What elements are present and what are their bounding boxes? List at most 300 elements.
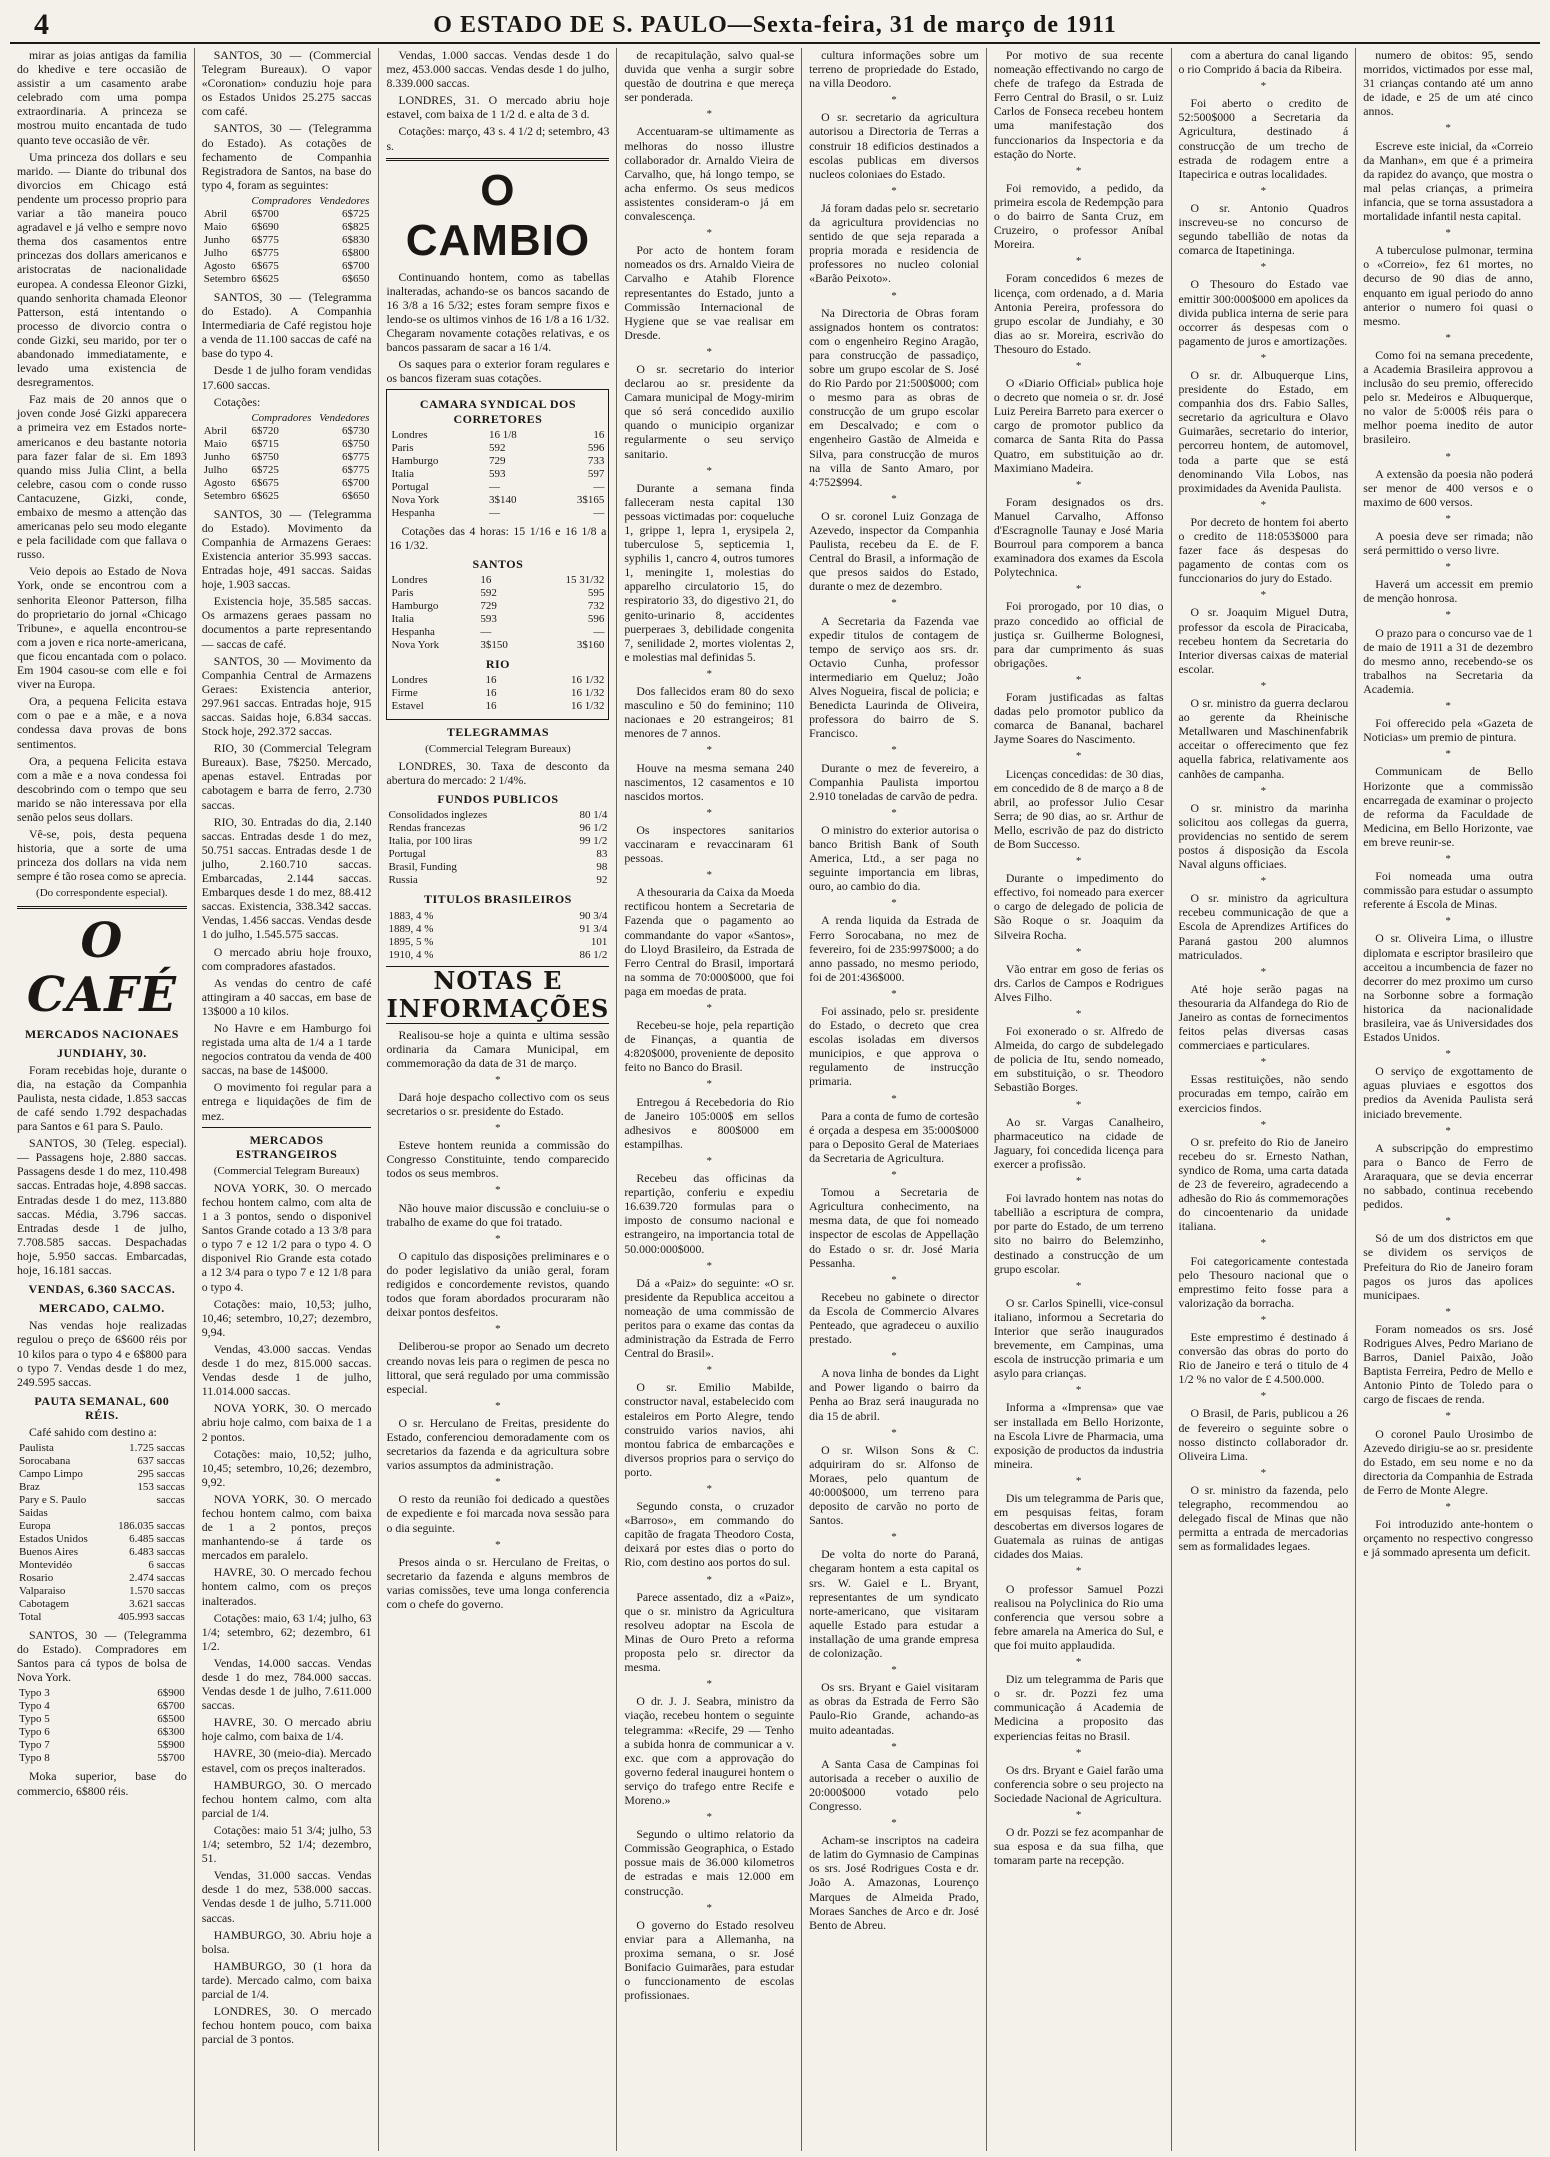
asterisk-separator: * — [706, 667, 712, 680]
article-paragraph: Foram nomeados os srs. José Rodrigues Alves, Pedro Mariano de Barros, Daniel Paixão, João Baptista Ferreira, Pedro de Mello e Antonio Pinto de Toledo para o cargo de fiscaes de renda. — [1363, 1321, 1534, 1407]
table-cell: — — [488, 506, 500, 519]
asterisk-separator: * — [495, 1073, 501, 1086]
article-paragraph: Cotações das 4 horas: 15 1/16 e 16 1/8 a 16 1/32. — [389, 523, 607, 552]
section-title-cambio: O CAMBIO — [405, 165, 591, 265]
asterisk-separator: * — [706, 1364, 712, 1377]
article-paragraph: LONDRES, 30. O mercado fechou hontem pouco, com baixa parcial de 3 pontos. — [201, 2004, 372, 2047]
table-cell: Typo 5 — [19, 1713, 50, 1726]
table-row — [202, 438, 372, 451]
table-row — [17, 1700, 187, 1713]
asterisk-separator: * — [1445, 1124, 1451, 1137]
asterisk-separator: * — [1260, 184, 1267, 197]
article-paragraph: Foram recebidas hoje, durante o dia, na estação da Companhia Paulista, nesta cidade, 1.853 saccas de café sendo 1.792 despachadas para Santos e 61 para S. Paulo. — [17, 1062, 187, 1134]
table-cell: 99 1/2 — [579, 835, 608, 848]
article-paragraph: Os drs. Bryant e Gaiel farão uma conferencia sobre o seu projecto na Sociedade Nacional de Agricultura. — [993, 1762, 1164, 1805]
table-row — [389, 587, 606, 600]
article-paragraph: O sr. ministro da fazenda, pelo telegrapho, recommendou ao delegado fiscal de Minas que não permitta a entrada de mercadorias sem as formalidades legaes. — [1178, 1482, 1349, 1554]
table-cell: Estados Unidos — [19, 1533, 88, 1546]
asterisk-separator: * — [706, 869, 712, 882]
quotation-table — [202, 412, 372, 503]
asterisk-separator: * — [891, 597, 897, 610]
table-cell: 733 — [587, 454, 605, 467]
article-paragraph: Como foi na semana precedente, a Academia Brasileira approvou a inclusão do seu premio, offerecido pelo sr. Medeiros e Albuquerque, no valor de 5:000$ réis para o melhor poema inedito de autor brasileiro. — [1363, 347, 1534, 447]
table-cell: Russia — [388, 874, 418, 887]
exchange-table — [389, 429, 606, 520]
stock-table — [17, 1442, 187, 1624]
table-row — [389, 455, 606, 468]
article-paragraph: LONDRES, 31. O mercado abriu hoje estavel, com baixa de 1 1/2 d. e alta de 3 d. — [386, 93, 610, 122]
table-cell: 6$725 — [251, 463, 279, 476]
article-paragraph: Foram designados os drs. Manuel Carvalho, Affonso d'Escragnolle Taunay e José Maria Bourroul para comporem a banca examinadora dos exames da Escola Polytechnica. — [993, 494, 1164, 580]
article-paragraph: Por decreto de hontem foi aberto o credito de 118:053$000 para fazer face ás despesas do pagamento de contas com os funccionarios do jury do Estado. — [1178, 514, 1349, 586]
article-paragraph: Cotações: maio, 63 1/4; julho, 63 1/4; setembro, 62; dezembro, 61 1/2. — [201, 1610, 372, 1653]
article-paragraph: Realisou-se hoje a quinta e ultima sessão ordinaria da Camara Municipal, em commemoração da data de 31 de março. — [386, 1027, 610, 1070]
table-cell: 595 — [587, 586, 605, 599]
article-paragraph: O dr. Pozzi se fez acompanhar de sua esposa e da sua filha, que tomaram parte na recepção. — [993, 1825, 1164, 1868]
asterisk-separator: * — [891, 1273, 897, 1286]
table-row — [386, 936, 609, 949]
article-paragraph: Foram concedidos 6 mezes de licença, com ordenado, a d. Maria Antonia Pereira, professora do grupo escolar de Jundiahy, e 30 dias ao sr. Moreira, escrivão do Thesouro do Estado. — [993, 271, 1164, 356]
mercado-head: MERCADO, CALMO. — [38, 1301, 165, 1316]
article-paragraph: O sr. ministro da marinha solicitou aos collegas da guerra, providencias no sentido de serem postos á disposição da Escola Naval alguns officiaes. — [1178, 800, 1349, 872]
exchange-table — [389, 574, 606, 652]
article-paragraph: numero de obitos: 95, sendo morridos, victimados por esse mal, 31 crianças contando até um anno de idade, e 25 de um até cinco annos. — [1363, 48, 1534, 119]
asterisk-separator: * — [1445, 852, 1451, 865]
asterisk-separator: * — [706, 1154, 712, 1167]
asterisk-separator: * — [706, 345, 712, 358]
asterisk-separator: * — [1445, 1501, 1451, 1513]
table-cell: 80 1/4 — [579, 809, 608, 822]
asterisk-separator: * — [891, 492, 897, 505]
table-row — [389, 626, 606, 639]
article-paragraph: O sr. Joaquim Miguel Dutra, professor da escola de Piracicaba, recebeu hontem da Secretaria do Interior diversas caixas de material escolar. — [1178, 605, 1349, 676]
article-paragraph: Foi nomeada uma outra commissão para estudar o assumpto referente á Escola de Minas. — [1363, 869, 1534, 912]
article-paragraph: SANTOS, 30 — (Telegramma do Estado). As cotações de fechamento de Companhia Registradora de Santos, na base do typo 4, foram as seguintes: — [201, 121, 372, 192]
table-row — [202, 247, 372, 260]
column-7 — [1172, 48, 1357, 2151]
table-row — [17, 1598, 187, 1611]
table-cell: 6$775 — [251, 246, 279, 259]
table-row — [386, 848, 609, 861]
table-cell: Nova York — [391, 638, 440, 651]
table-cell: 6$830 — [341, 233, 370, 246]
table-cell: Nova York — [391, 493, 440, 506]
article-paragraph: O governo do Estado resolveu enviar para a Allemanha, na proxima semana, o sr. José Bonifacio Guimarães, para estudar o funccionamento de escolas profissionaes. — [624, 1917, 795, 2003]
table-cell: Pary e S. Paulo — [19, 1494, 87, 1507]
article-paragraph: Por motivo de sua recente nomeação effectivando no cargo de chefe de trafego da Estrada de Ferro Central do Brasil, o sr. Luiz Carlos de Fonseca recebeu hontem uma manifestação dos funccionarios da Inspectoria e da estação do Norte. — [993, 48, 1164, 161]
article-paragraph: O resto da reunião foi dedicado a questões de expediente e foi marcada nova sessão para o dia seguinte. — [386, 1492, 610, 1535]
camara-head: CAMARA SYNDICAL DOS CORRETORES — [419, 397, 576, 426]
column-5 — [802, 48, 987, 2151]
article-paragraph: Durante o impedimento do effectivo, foi nomeado para exercer o cargo de delegado de policia de São Roque o sr. Joaquim da Silveira Rocha. — [993, 871, 1164, 942]
table-cell: Maio — [203, 220, 227, 233]
table-cell: Paris — [391, 441, 414, 454]
asterisk-separator: * — [891, 1817, 897, 1830]
article-group — [202, 1181, 372, 2046]
article-paragraph: HAVRE, 30 (meio-dia). Mercado estavel, com os preços inalterados. — [201, 1746, 372, 1775]
article-paragraph: Ora, a pequena Felicita estava com a mãe e a nova condessa foi descobrindo com o tempo que seu marido se não interessava por ella senão pelos seus dollars. — [17, 753, 187, 824]
table-row — [389, 574, 606, 587]
asterisk-separator: * — [1260, 351, 1267, 364]
table-cell: 1895, 5 % — [388, 935, 434, 948]
asterisk-separator: * — [1075, 255, 1082, 268]
table-row — [17, 1455, 187, 1468]
table-cell: Julho — [203, 246, 228, 259]
article-paragraph: SANTOS, 30 (Teleg. especial). — Passagens hoje, 2.880 saccas. Passagens desde 1 do mez, 110.498 saccas. Entradas hoje, 4.898 saccas. Entradas desde 1 do mez, 113.880 saccas. Média, 3.796 saccas. Entradas desde 1 de julho, 7.708.585 saccas. Despachadas hoje, 5.950 saccas. Embarcadas, hoje, 16.181 saccas. — [17, 1136, 187, 1278]
article-paragraph: O movimento foi regular para a entrega e liquidações de fim de mez. — [201, 1080, 372, 1123]
table-cell: 3$140 — [488, 493, 517, 506]
asterisk-separator: * — [891, 1092, 897, 1105]
asterisk-separator: * — [1075, 583, 1082, 596]
table-cell: 6$625 — [251, 489, 279, 502]
article-paragraph: Acham-se inscriptos na cadeira de latim do Gymnasio de Campinas os srs. José Rodrigues Costa e dr. João A. Amazonas, Lourenço Marques de Almeida Prado, Moraes Sanches de Arco e dr. José Bento de Abreu. — [809, 1833, 979, 1932]
article-paragraph: A Secretaria da Fazenda vae expedir titulos de contagem de tempo de serviço aos srs. dr. Octavio Cunha, professor intermediario em Queluz; João Alves Nogueira, fiscal de policia; e Benedicta Laurinda de Oliveira, professora do bairro de S. Francisco. — [809, 613, 979, 741]
column-8 — [1356, 48, 1540, 2151]
asterisk-separator: * — [495, 1323, 501, 1336]
table-row — [389, 687, 606, 700]
table-row — [202, 260, 372, 273]
article-paragraph: O sr. Emilio Mabilde, constructor naval, estabelecido com estaleiros em Porto Alegre, tendo construido varios navios, ahi montou fabrica de embarcações e diversos proprios para o serviço do porto. — [624, 1380, 795, 1479]
article-paragraph: O sr. dr. Albuquerque Lins, presidente do Estado, em companhia dos drs. Fabio Salles, secretario da agricultura e Olavo Guimarães, secretario do interior, percorreu hontem, de automovel, toda a parte que se está denominando Vila Lobos, nas proximidades da Avenida Paulista. — [1178, 367, 1349, 495]
asterisk-separator: * — [1075, 855, 1082, 868]
article-paragraph: Dá a «Paiz» do seguinte: «O sr. presidente da Republica acceitou a nomeação de uma commissão de peritos para o exame das contas da administração da Estrada de Ferro Central do Brasil». — [624, 1275, 795, 1361]
table-cell: 729 — [488, 454, 506, 467]
table-row — [17, 1687, 187, 1700]
table-row — [386, 835, 609, 848]
table-cell: Cabotagem — [19, 1598, 70, 1611]
table-cell — [202, 412, 250, 425]
table-row — [389, 700, 606, 713]
asterisk-separator: * — [1075, 1008, 1082, 1020]
article-paragraph: Cotações: maio 51 3/4; julho, 53 1/4; setembro, 52 1/4; dezembro, 51. — [201, 1822, 372, 1866]
article-paragraph: RIO, 30. Entradas do dia, 2.140 saccas. Entradas desde 1 do mez, 50.751 saccas. Entradas desde 1 de julho, 2.160.710 saccas. Embarcadas, 2.144 saccas. Embarques desde 1 do mez, 88.412 saccas. Existencia, 338.342 saccas. Vendas, 1.456 saccas. Vendas desde 1 do julho, 1.545.575 saccas. — [201, 814, 372, 942]
article-paragraph: SANTOS, 30 — Movimento da Companhia Central de Armazens Geraes: Existencia anterior, 297.961 saccas. Entradas hoje, 915 saccas. Saidas hoje, 6.834 saccas. Stock hoje, 292.372 saccas. — [201, 653, 372, 739]
article-paragraph: Vendas, 43.000 saccas. Vendas desde 1 do mez, 815.000 saccas. Vendas desde 1 de julho, 11.014.000 saccas. — [201, 1341, 372, 1399]
article-paragraph: Cotações: março, 43 s. 4 1/2 d; setembro, 43 s. — [386, 124, 610, 153]
asterisk-separator: * — [706, 1483, 712, 1495]
table-cell: 6$650 — [341, 489, 370, 502]
table-cell: Typo 3 — [19, 1687, 50, 1700]
asterisk-separator: * — [1075, 1175, 1082, 1188]
asterisk-separator: * — [1075, 1746, 1082, 1759]
table-cell: Campo Limpo — [19, 1468, 83, 1481]
typo-table — [17, 1687, 187, 1765]
table-row — [17, 1559, 187, 1572]
article-paragraph: mirar as joias antigas da familia do khedive e tere occasião de assistir a um casamento arabe celebrado com uma pompa extraordinaria. A princeza se mostrou muito encantada de tudo quanto teve occasião de vêr. — [17, 48, 187, 147]
asterisk-separator: * — [1445, 748, 1451, 761]
asterisk-separator: * — [1260, 589, 1267, 602]
divider — [386, 158, 609, 161]
vendas-head: VENDAS, 6.360 SACCAS. — [28, 1282, 176, 1297]
quotation-table — [202, 195, 372, 286]
asterisk-separator: * — [706, 1901, 712, 1914]
article-paragraph: Uma princeza dos dollars e seu marido. — Diante do tribunal dos divorcios em Chicago está pendente um processo proprio para variar a tão maneira pouco agradavel e já velho e sempre novo thema dos casamentos entre princezas dos dollars americanos e aristocratas de nacionalidade europea. A condessa Eleonor Gizki, quando senhorita chamada Eleonor Patterson, está intentando o processo de divorcio contra o conde Gizki, seu marido, por ter o abandonado immediatamente, e levado uma existencia de desregramentos. — [17, 149, 187, 390]
article-paragraph: A extensão da poesia não poderá ser menor de 400 versos e o maximo de 600 versos. — [1363, 466, 1534, 509]
asterisk-separator: * — [1260, 261, 1267, 274]
table-row — [389, 600, 606, 613]
asterisk-separator: * — [495, 1184, 501, 1197]
table-cell: Typo 8 — [19, 1752, 50, 1765]
table-row — [17, 1468, 187, 1481]
article-paragraph: O sr. ministro da agricultura recebeu communicação de que a Escola de Aprendizes Artifices do Paraná gastou 200 alumnos matriculados. — [1178, 891, 1349, 962]
table-row — [389, 507, 606, 520]
asterisk-separator: * — [1445, 609, 1451, 622]
article-paragraph: Vendas, 31.000 saccas. Vendas desde 1 do mez, 538.000 saccas. Vendas desde 1 de julho, 5.711.000 saccas. — [201, 1868, 372, 1925]
table-cell: 16 1/32 — [571, 699, 605, 712]
article-paragraph: Até hoje serão pagas na thesouraria da Alfandega do Rio de Janeiro as contas de fornecimentos feitos pelas diversas casas commerciaes e particulares. — [1178, 981, 1349, 1053]
article-paragraph: Essas restituições, não sendo procuradas em tempo, caírão em exercicios findos. — [1178, 1072, 1349, 1115]
table-cell: Consolidados inglezes — [388, 809, 488, 822]
table-cell: Sorocabana — [19, 1455, 71, 1468]
table-row — [386, 910, 609, 923]
asterisk-separator: * — [891, 744, 897, 757]
asterisk-separator: * — [1445, 450, 1451, 463]
table-cell — [202, 195, 250, 208]
article-paragraph: Informa a «Imprensa» que vae ser installada em Bello Horizonte, na Escola Livre de Pharmacia, uma exposição de productos da industria mineira. — [993, 1400, 1164, 1471]
article-paragraph: Por acto de hontem foram nomeados os drs. Arnaldo Vieira de Carvalho e Atahib Florence representantes do Estado, junto a Commissão Internacional de Hygiene que se vae realisar em Dresde. — [624, 243, 795, 342]
column-2 — [195, 48, 380, 2151]
table-cell: Londres — [391, 428, 428, 441]
table-cell: 186.035 saccas — [118, 1520, 185, 1533]
telegram-head: TELEGRAMMAS — [446, 724, 549, 739]
asterisk-separator: * — [495, 1232, 501, 1245]
table-cell: 153 saccas — [137, 1481, 185, 1494]
table-cell: Maio — [203, 437, 227, 450]
asterisk-separator: * — [1075, 1384, 1082, 1397]
asterisk-separator: * — [891, 1426, 897, 1439]
article-paragraph: RIO, 30 (Commercial Telegram Bureaux). Base, 7$250. Mercado, apenas estavel. Entradas por cabotagem e barra de ferro, 2.730 saccas. — [201, 741, 372, 812]
table-row — [389, 442, 606, 455]
table-cell: 6$675 — [251, 476, 279, 489]
article-paragraph: Licenças concedidas: de 30 dias, em concedido de 8 de março a 8 de abril, ao professor Julio Cesar Serra; de 90 dias, ao sr. Arthur de Mello, escrivão de paz do districto de Bom Successo. — [993, 766, 1164, 851]
table-cell: Agosto — [203, 259, 236, 272]
table-cell: 593 — [480, 612, 497, 625]
asterisk-separator: * — [1445, 1048, 1451, 1061]
table-row — [202, 221, 372, 234]
article-paragraph: Ao sr. Vargas Canalheiro, pharmaceutico na cidade de Jaguary, foi concedida licença para exercer a profissão. — [993, 1114, 1164, 1171]
article-paragraph: SANTOS, 30 — (Telegramma do Estado). A Companhia Intermediaria de Café registou hoje a venda de 11.100 saccas de café na base do typo 4. — [201, 289, 372, 361]
asterisk-separator: * — [891, 1169, 897, 1182]
article-paragraph: Recebeu-se hoje, pela repartição de Finanças, a quantia de 4:820$000, proveniente de deposito feito no Banco do Brasil. — [624, 1018, 795, 1075]
article-paragraph: A renda liquida da Estrada de Ferro Sorocabana, no mez de fevereiro, foi de 235:997$000; a do anno passado, no mesmo periodo, foi de 201:436$000. — [809, 913, 979, 984]
article-paragraph: Ora, a pequena Felicita estava com o pae e a mãe, e a nova condessa dava provas de bons sentimentos. — [17, 694, 187, 751]
rio-head: RIO — [485, 656, 510, 671]
asterisk-separator: * — [891, 1531, 897, 1544]
asterisk-separator: * — [1075, 673, 1082, 686]
article-paragraph: Parece assentado, diz a «Paiz», que o sr. ministro da Agricultura resolveu adoptar na Escola de Minas de Ouro Preto a reforma proposta pelo sr. director da mesma. — [624, 1589, 795, 1675]
article-paragraph: Recebeu no gabinete o director da Escola de Commercio Alvares Penteado, que agradeceu o auxilio prestado. — [809, 1289, 979, 1347]
table-cell: Brasil, Funding — [388, 861, 457, 874]
dateline: JUNDIAHY, 30. — [57, 1045, 147, 1060]
table-cell: 295 saccas — [137, 1468, 185, 1481]
article-paragraph: Foi categoricamente contestada pelo Thesouro nacional que o emprestimo feito fosse para a valorização da borracha. — [1178, 1253, 1349, 1310]
asterisk-separator: * — [1075, 359, 1082, 372]
article-paragraph: Continuando hontem, como as tabellas inalteradas, achando-se os bancos sacando de 16 3/8 a 16 5/32; estes foram sempre fixos e lendo-se os ultimos vinhos de 16 1/8 a 16 1/32. Chegaram novamente cotações relativas, e os bancos passaram de sacar a 16 1/4. — [386, 269, 610, 355]
asterisk-separator: * — [891, 1350, 897, 1363]
fundos-head: FUNDOS PUBLICOS — [437, 792, 559, 807]
article-paragraph: Vê-se, pois, desta pequena historia, que a sorte de uma princeza dos dollars na vida nem sempre é tão rosea como se aprecia. — [17, 827, 187, 884]
table-cell: Junho — [203, 450, 231, 463]
table-header-row — [202, 412, 372, 425]
article-paragraph: Já foram dadas pelo sr. secretario da agricultura providencias no sentido de que seja reparada a propria morada e residencia de professores no nucleo colonial «Barão Peixoto». — [809, 200, 979, 286]
article-paragraph: O sr. coronel Luiz Gonzaga de Azevedo, inspector da Companhia Paulista, recebeu da E. de F. Central do Brasil, a informação de que presos saidos do Estado, durante o mez de dezembro. — [809, 508, 979, 594]
table-row — [17, 1442, 187, 1455]
article-paragraph: com a abertura do canal ligando o rio Comprido á bacia da Ribeira. — [1178, 48, 1349, 77]
table-cell: 6$750 — [251, 450, 279, 463]
article-paragraph: O sr. prefeito do Rio de Janeiro recebeu do sr. Ernesto Nathan, syndico de Roma, uma carta datada de 23 de fevereiro, agradecendo a adhesão do Rio ás commemorações do cincoentenario da unidade italiana. — [1178, 1134, 1349, 1234]
table-cell: Rosario — [19, 1572, 54, 1585]
exchange-table — [389, 674, 606, 713]
article-paragraph: O sr. Antonio Quadros inscreveu-se no concurso de segundo tabellião de notas da comarca de Itapetininga. — [1178, 200, 1349, 258]
section-title-notas: NOTAS E INFORMAÇÕES — [386, 965, 610, 1023]
table-row — [386, 874, 609, 887]
table-cell: saccas — [156, 1494, 185, 1507]
table-row — [17, 1572, 187, 1585]
article-paragraph: SANTOS, 30 — (Telegramma do Estado). Movimento da Companhia de Armazens Geraes: Existencia anterior 35.993 saccas. Entradas hoje, 491 saccas. Saidas hoje, 1.903 saccas. — [201, 506, 372, 592]
table-cell: 5$900 — [157, 1739, 185, 1752]
article-paragraph: Faz mais de 20 annos que o joven conde José Gizki apparecera a primeira vez em Estados norte-americanos e deu bastante notoria para fazer falar de si. Em 1893 quando miss Julia Clint, a bella celebre, casou com o conde russo Cantacuzene, Gizki, conde, embaixo de mesmo a attenção das americanas pelo seu modo elegante e pela facilidade com que fallava o russo. — [17, 392, 187, 562]
table-row — [17, 1739, 187, 1752]
asterisk-separator: * — [706, 744, 712, 757]
table-header-row — [202, 195, 372, 208]
table-header-cell: Compradores — [251, 411, 312, 424]
table-cell: Julho — [203, 463, 228, 476]
asterisk-separator: * — [1445, 1410, 1451, 1423]
article-paragraph: Vendas, 14.000 saccas. Vendas desde 1 do mez, 784.000 saccas. Vendas desde 1 de julho, 7.611.000 saccas. — [201, 1655, 372, 1713]
table-cell: 592 — [480, 586, 497, 599]
article-paragraph: Cotações: maio, 10,52; julho, 10,45; setembro, 10,26; dezembro, 9,92. — [201, 1446, 372, 1489]
table-cell: 16 1/32 — [571, 686, 605, 699]
table-cell: 597 — [587, 467, 605, 480]
table-cell: Italia — [391, 612, 415, 625]
columns — [10, 48, 1540, 2151]
asterisk-separator: * — [1260, 1466, 1267, 1479]
table-cell: Buenos Aires — [19, 1546, 78, 1559]
table-cell: Total — [19, 1611, 42, 1624]
column-3 — [379, 48, 617, 2151]
table-cell: 5$700 — [157, 1752, 185, 1765]
table-cell: — — [488, 480, 500, 493]
asterisk-separator: * — [1445, 915, 1451, 928]
table-cell: 15 31/32 — [565, 573, 605, 586]
table-row — [17, 1713, 187, 1726]
article-paragraph: Não houve maior discussão e concluiu-se o trabalho de exame do que foi tratado. — [386, 1200, 610, 1229]
table-row — [389, 613, 606, 626]
table-cell: Braz — [19, 1481, 40, 1494]
table-cell: 6$900 — [157, 1687, 185, 1700]
asterisk-separator: * — [1445, 512, 1451, 525]
table-cell: — — [593, 506, 605, 519]
section-title-cafe: O CAFÉ — [26, 912, 177, 1023]
article-paragraph: Foi removido, a pedido, da primeira escola de Redempção para o do bairro de Santa Cruz, em Cruzeiro, o professor Aníbal Moreira. — [993, 180, 1164, 252]
article-paragraph: Existencia hoje, 35.585 saccas. Os armazens geraes passam no documentos a parte representando — saccas de café. — [201, 594, 372, 651]
table-cell: 1.570 saccas — [129, 1585, 185, 1598]
article-paragraph: A thesouraria da Caixa da Moeda rectificou hontem a Secretaria de Fazenda que o pagamento ao commandante do vapor «Santos», do Lloyd Brasileiro, da Estrada de Ferro Central do Brasil, importará na somma de 70:000$000, que foi paga em moedas de prata. — [624, 885, 795, 998]
table-cell: 6$725 — [341, 207, 370, 220]
article-paragraph: As vendas do centro de café attingiram a 40 saccas, em base de 13$000 a 10 kilos. — [201, 975, 372, 1018]
article-paragraph: O «Diario Official» publica hoje o decreto que nomeia o sr. dr. José Luiz Pereira Barreto para exercer o cargo de promotor publico da comarca de Santa Rita do Passa Quatro, em substituição ao dr. Maximiano Madeira. — [993, 376, 1164, 475]
table-cell: 92 — [596, 874, 608, 887]
table-cell: 6.485 saccas — [129, 1533, 185, 1546]
asterisk-separator: * — [495, 1122, 501, 1135]
table-cell: Italia — [391, 467, 415, 480]
article-paragraph: NOVA YORK, 30. O mercado abriu hoje calmo, com baixa de 1 a 2 pontos. — [201, 1401, 372, 1444]
asterisk-separator: * — [706, 1573, 712, 1586]
pauta-head: PAUTA SEMANAL, 600 RÉIS. — [34, 1393, 170, 1422]
table-cell: 1910, 4 % — [388, 948, 434, 961]
table-cell: 6.483 saccas — [129, 1546, 185, 1559]
table-cell: 90 3/4 — [579, 909, 608, 922]
table-cell: Typo 6 — [19, 1726, 50, 1739]
article-paragraph: Vendas, 1.000 saccas. Vendas desde 1 do mez, 453.000 saccas. Vendas desde 1 do julho, 8.339.000 saccas. — [386, 48, 610, 91]
article-paragraph: NOVA YORK, 30. O mercado fechou hontem calmo, com alta de 1 a 3 pontos, sendo o disponivel Santos Grande cotado a 13 3/8 para o typo 7 e 12 1/2 para o typo 4. O disponivel Rio Grande esta cotado a 12 3/4 para o typo 7 e 12 1/8 para o typo 4. — [201, 1180, 372, 1294]
article-paragraph: O professor Samuel Pozzi realisou na Polyclinica do Rio uma conferencia que versou sobre a febre amarela na America do Sul, e que foi muito applaudida. — [993, 1581, 1164, 1652]
asterisk-separator: * — [1075, 1279, 1082, 1292]
article-paragraph: Cotações: maio, 10,53; julho, 10,46; setembro, 10,27; dezembro, 9,94. — [201, 1296, 372, 1339]
article-paragraph: O sr. ministro da guerra declarou ao gerente da Rheinische Metallwaren und Maschinenfabrik acceitar o offerecimento que fez aquella fabrica, relativamente aos canhões de campanha. — [1178, 696, 1349, 781]
table-row — [202, 490, 372, 503]
table-cell: 6$825 — [341, 220, 370, 233]
article-paragraph: Haverá um accessit em premio de menção honrosa. — [1363, 577, 1534, 606]
table-cell: Londres — [391, 673, 428, 686]
table-cell: Abril — [203, 424, 227, 437]
asterisk-separator: * — [706, 1002, 712, 1014]
article-paragraph: Segundo consta, o cruzador «Barroso», em commando do capitão de fragata Theodoro Costa, deixará por estes dias o porto do Rio, com destino aos portos do sul. — [624, 1499, 795, 1570]
table-row — [202, 425, 372, 438]
asterisk-separator: * — [1260, 679, 1267, 692]
asterisk-separator: * — [706, 108, 712, 121]
table-cell: 91 3/4 — [579, 922, 608, 935]
table-cell: Typo 7 — [19, 1739, 50, 1752]
article-paragraph: Deliberou-se propor ao Senado um decreto creando novas leis para o regimen de pesca no littoral, que será regulado por uma commissão especial. — [386, 1339, 610, 1396]
table-cell: 16 1/32 — [571, 673, 605, 686]
table-row — [389, 429, 606, 442]
asterisk-separator: * — [1075, 1656, 1082, 1669]
article-paragraph: A nova linha de bondes da Light and Power ligando o bairro da Penha ao Braz será inaugurada no dia 15 de abril. — [809, 1366, 979, 1423]
table-cell: 729 — [480, 599, 497, 612]
table-cell: 6$775 — [341, 450, 370, 463]
asterisk-separator: * — [891, 987, 897, 1000]
titulos-head: TITULOS BRASILEIROS — [423, 892, 572, 907]
asterisk-separator: * — [706, 1259, 712, 1272]
article-paragraph: cultura informações sobre um terreno de propriedade do Estado, na villa Deodoro. — [809, 48, 979, 91]
table-cell: 6$775 — [341, 463, 370, 476]
table-cell: Europa — [19, 1520, 51, 1533]
article-paragraph: Durante o mez de fevereiro, a Companhia Paulista importou 2.910 toneladas de carvão de pedra. — [809, 760, 979, 803]
article-paragraph: Os inspectores sanitarios vaccinaram e revaccinaram 61 pessoas. — [624, 822, 795, 866]
article-paragraph: A tuberculose pulmonar, termina o «Correio», fez 61 mortes, no decurso de 90 dias de anno, enquanto em igual periodo do anno anterior o numero foi quasi o mesmo. — [1363, 243, 1534, 328]
asterisk-separator: * — [1445, 1215, 1451, 1228]
table-cell: 6$730 — [341, 424, 370, 437]
asterisk-separator: * — [1260, 875, 1267, 888]
table-row — [202, 273, 372, 286]
table-cell: 6$800 — [341, 246, 370, 259]
table-cell: 16 1/8 — [488, 428, 517, 441]
table-cell: 6$625 — [251, 272, 279, 285]
table-row — [386, 949, 609, 962]
article-paragraph: Nas vendas hoje realizadas regulou o preço de 6$600 réis por 10 kilos para o typo 4 e 6$800 para o typo 7. Vendas desde 1 do mez, 249.595 saccas. — [17, 1318, 187, 1389]
asterisk-separator: * — [891, 1740, 897, 1753]
source-credit: (Commercial Telegram Bureaux) — [425, 743, 571, 756]
asterisk-separator: * — [1075, 164, 1082, 177]
asterisk-separator: * — [891, 94, 897, 107]
table-row — [386, 822, 609, 835]
article-paragraph: Houve na mesma semana 240 nascimentos, 12 casamentos e 10 nascidos mortos. — [624, 760, 795, 803]
article-paragraph: No Havre e em Hamburgo foi registada uma alta de 1/4 a 1 tarde negocios contratou da venda de 400 saccas, na base de 14$000. — [201, 1020, 372, 1078]
table-cell: 2.474 saccas — [129, 1572, 185, 1585]
asterisk-separator: * — [1075, 750, 1082, 763]
table-cell: Paris — [391, 586, 414, 599]
